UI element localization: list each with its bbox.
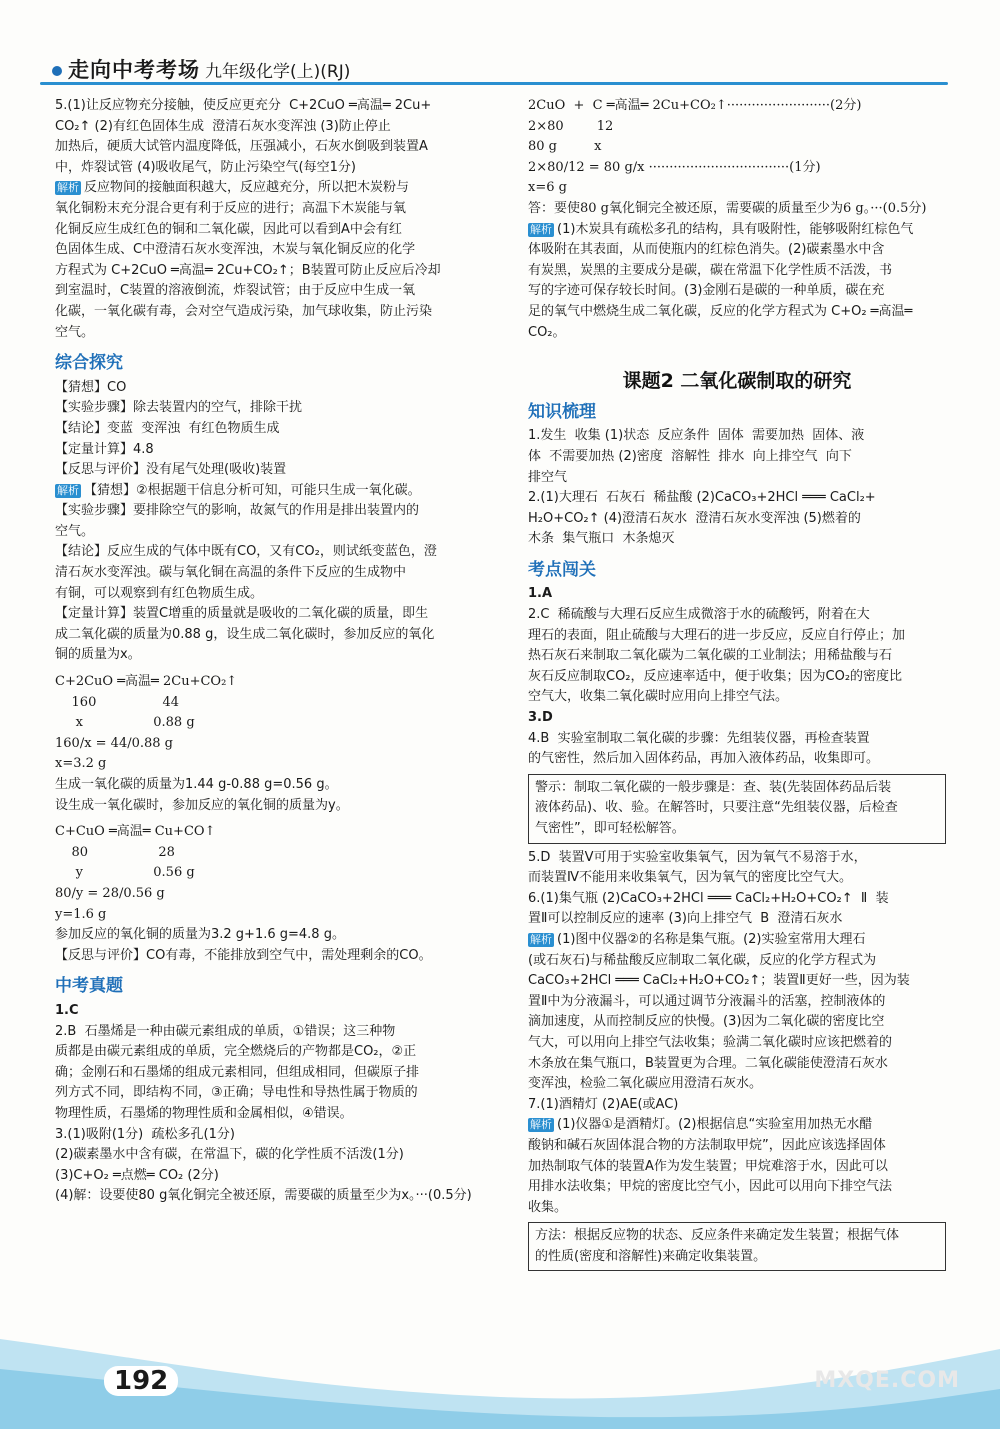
kaodian-answers-2	[528, 848, 946, 1219]
text-line: 设生成一氧化碳时，参加反应的氧化铜的质量为y。	[55, 797, 349, 813]
text-line: 变浑浊，检验二氧化碳应用澄清石灰水。	[528, 1076, 763, 1092]
q5-answer	[55, 96, 485, 178]
text-line: 化铜反应生成红色的铜和二氧化碳，因此可以看到A中会有红	[55, 221, 402, 237]
text-line: 有铜，可以观察到有红色物质生成。	[55, 585, 264, 601]
text-line: (2)碳素墨水中含有碳，在常温下，碳的化学性质不活泼(1分)	[55, 1147, 404, 1163]
calc-line: 80 28	[55, 844, 175, 860]
analysis-tag: 解析	[57, 181, 79, 195]
text-line: (4)解：设要使80 g氧化铜完全被还原，需要碳的质量至少为x。···(0.5分)	[55, 1188, 472, 1204]
text-line: H₂O+CO₂↑ (4)澄清石灰水 澄清石灰水变浑浊 (5)燃着的	[528, 510, 861, 526]
text-line: 【实验步骤】要排除空气的影响，故氮气的作用是排出装置内的	[55, 503, 420, 519]
text-line: 的性质(密度和溶解性)来确定收集装置。	[535, 1248, 767, 1264]
zonghe-answers	[55, 378, 485, 481]
text-line: 液体药品)、收、验。在解答时，只要注意“先组装仪器，后检查	[535, 800, 898, 816]
text-line: 化碳，一氧化碳有毒，会对空气造成污染，加气球收集，防止污染	[55, 303, 433, 319]
text-span: (1)木炭具有疏松多孔的结构，具有吸附性，能够吸附红棕色气	[557, 221, 914, 237]
zonghe-analysis	[55, 481, 485, 666]
text-line: 【结论】变蓝 变浑浊 有红色物质生成	[55, 420, 280, 436]
kaodian-answers	[528, 584, 946, 769]
calc-line: 160 44	[55, 694, 180, 710]
analysis-tag: 解析	[530, 1118, 552, 1132]
text-line: 成二氧化碳的质量为0.88 g，设生成二氧化碳时，参加反应的氧化	[55, 626, 435, 642]
text-line: CaCO₃+2HCl ═══ CaCl₂+H₂O+CO₂↑；装置Ⅱ更好一些，因为装	[528, 973, 910, 989]
text-line: 方程式为 C+2CuO ═高温═ 2Cu+CO₂↑；B装置可防止反应后冷却	[55, 262, 441, 278]
bullet-icon	[52, 66, 62, 76]
text-line: 空气大，收集二氧化碳时应用向上排空气法。	[528, 689, 789, 705]
text-line: 2.(1)大理石 石灰石 稀盐酸 (2)CaCO₃+2HCl ═══ CaCl₂+	[528, 490, 876, 506]
text-line: 【定量计算】装置C增重的质量就是吸收的二氧化碳的质量，即生	[55, 606, 429, 622]
section-heading-zhongkao: 中考真题	[55, 976, 123, 997]
text-line: 酸钠和碱石灰固体混合物的方法制取甲烷”，因此应该选择固体	[528, 1137, 886, 1153]
method-box	[528, 1222, 946, 1271]
text-line: 木条 集气瓶口 木条熄灭	[528, 531, 675, 547]
text-line: 置Ⅱ可以控制反应的速率 (3)向上排空气 B 澄清石灰水	[528, 911, 843, 927]
text-line: 【反思与评价】没有尾气处理(吸收)装置	[55, 462, 287, 478]
calc-line: 2CuO + C ═高温═ 2Cu+CO₂↑·························(2分)	[528, 98, 862, 113]
calc-line: 2×80 12	[528, 118, 614, 134]
text-line	[528, 1115, 946, 1136]
text-line: CO₂↑ (2)有红色固体生成 澄清石灰水变浑浊 (3)防止停止	[55, 118, 391, 134]
analysis-tag: 解析	[530, 932, 552, 946]
text-span: 反应物间的接触面积越大，反应越充分，所以把木炭粉与	[84, 180, 410, 196]
text-line: 写的字迹可保存较长时间。(3)金刚石是碳的一种单质，碳在充	[528, 283, 885, 299]
text-line: 空气。	[55, 324, 95, 340]
carbon-analysis	[528, 220, 946, 344]
calc-line: x=6 g	[528, 180, 567, 196]
text-line	[528, 930, 946, 951]
calc-line: C+2CuO ═高温═ 2Cu+CO₂↑	[55, 674, 238, 690]
text-line: CO₂。	[528, 324, 566, 340]
text-line: 2.B 石墨烯是一种由碳元素组成的单质，①错误；这三种物	[55, 1023, 396, 1039]
text-line: 加热后，硬质大试管内温度降低，压强减小，石灰水倒吸到装置A	[55, 139, 428, 155]
calc-line: y=1.6 g	[55, 906, 107, 922]
q5-analysis	[55, 178, 485, 343]
text-line: 【猜想】CO	[55, 379, 127, 395]
calc-end	[55, 925, 485, 966]
book-subtitle: 九年级化学(上)(RJ)	[205, 62, 351, 82]
text-line: 有炭黑，炭黑的主要成分是碳，碳在常温下化学性质不活泼，书	[528, 262, 893, 278]
brand-title	[52, 54, 200, 84]
text-line: 7.(1)酒精灯 (2)AE(或AC)	[528, 1096, 679, 1112]
text-line: 用排水法收集；甲烷的密度比空气小，因此可以用向下排空气法	[528, 1179, 893, 1195]
calc-block-1	[55, 672, 485, 775]
text-line: 【反思与评价】CO有毒，不能排放到空气中，需处理剩余的CO。	[55, 947, 432, 963]
calc-line: 2×80/12 = 80 g/x ··································(1分)	[528, 159, 821, 175]
text-line: 3.D	[528, 710, 553, 726]
text-line: 中，炸裂试管 (4)吸收尾气，防止污染空气(每空1分)	[55, 159, 356, 175]
text-span: (1)仪器①是酒精灯。(2)根据信息“实验室用加热无水醋	[557, 1117, 873, 1133]
text-line	[528, 220, 946, 241]
text-line: 而装置Ⅳ不能用来收集氧气，因为氧气的密度比空气大。	[528, 870, 852, 886]
text-line: 的气密性，然后加入固体药品，再加入液体药品，收集即可。	[528, 751, 880, 767]
analysis-tag: 解析	[57, 483, 79, 497]
text-line: 质都是由碳元素组成的单质，完全燃烧后的产物都是CO₂，②正	[55, 1044, 417, 1060]
topic-title: 课题2 二氧化碳制取的研究	[622, 370, 852, 393]
text-span: (1)图中仪器②的名称是集气瓶。(2)实验室常用大理石	[557, 931, 866, 947]
carbon-calc	[528, 96, 946, 220]
text-line: 气大，可以用向上排空气法收集；验满二氧化碳时应该把燃着的	[528, 1034, 893, 1050]
calc-line: x=3.2 g	[55, 756, 107, 772]
text-line: 【结论】反应生成的气体中既有CO，又有CO₂，则试纸变蓝色，澄	[55, 544, 437, 560]
text-line: 体 不需要加热 (2)密度 溶解性 排水 向上排空气 向下	[528, 448, 852, 464]
text-line: 确；金刚石和石墨烯的组成元素相同，但组成相同，但碳原子排	[55, 1064, 420, 1080]
warning-box	[528, 774, 946, 844]
text-line: 理石的表面，阻止硫酸与大理石的进一步反应，反应自行停止；加	[528, 627, 906, 643]
calc-line: 160/x = 44/0.88 g	[55, 735, 174, 751]
calc-line: 答：要使80 g氧化铜完全被还原，需要碳的质量至少为6 g。···(0.5分)	[528, 200, 927, 216]
calc-line: y 0.56 g	[55, 865, 195, 881]
calc-line: C+CuO ═高温═ Cu+CO↑	[55, 824, 216, 840]
text-line: 滴加速度，从而控制反应的快慢。(3)因为二氧化碳的密度比空	[528, 1014, 885, 1030]
text-line: 2.C 稀硫酸与大理石反应生成微溶于水的硫酸钙，附着在大	[528, 607, 870, 623]
brand-text: 走向中考考场	[68, 58, 200, 82]
calc-line: 80/y = 28/0.56 g	[55, 885, 165, 901]
text-line: 3.(1)吸附(1分) 疏松多孔(1分)	[55, 1126, 235, 1142]
section-heading-zhishi: 知识梳理	[528, 401, 596, 422]
text-line: 热石灰石来制取二氧化碳为二氧化碳的工业制法；用稀盐酸与石	[528, 648, 893, 664]
text-line: 1.C	[55, 1002, 79, 1018]
page-header	[0, 48, 1000, 90]
analysis-tag: 解析	[530, 222, 552, 236]
text-line: 排空气	[528, 469, 568, 485]
text-line: 铜的质量为x。	[55, 647, 141, 663]
text-line: 氧化铜粉末充分混合更有利于反应的进行；高温下木炭能与氧	[55, 200, 407, 216]
zhongkao-answers	[55, 1001, 485, 1207]
calc-line: x 0.88 g	[55, 715, 195, 731]
zhishi-answers	[528, 426, 946, 550]
text-line: 物理性质，石墨烯的物理性质和金属相似，④错误。	[55, 1105, 353, 1121]
text-line: 到室温时，C装置的溶液倒流，炸裂试管；由于反应中生成一氧	[55, 283, 416, 299]
calc-middle	[55, 775, 485, 816]
text-line: 1.A	[528, 586, 553, 602]
text-line: 置Ⅱ中为分液漏斗，可以通过调节分液漏斗的活塞，控制液体的	[528, 993, 886, 1009]
text-line: 警示：制取二氧化碳的一般步骤是：查、装(先装固体药品后装	[535, 779, 892, 795]
text-line	[55, 178, 485, 199]
text-line: 生成一氧化碳的质量为1.44 g-0.88 g=0.56 g。	[55, 777, 338, 792]
text-line: 灰石反应制取CO₂，反应速率适中，便于收集；因为CO₂的密度比	[528, 668, 903, 684]
page-number: 192	[104, 1366, 178, 1396]
text-line: 4.B 实验室制取二氧化碳的步骤：先组装仪器，再检查装置	[528, 730, 870, 746]
section-heading-zonghe: 综合探究	[55, 353, 123, 374]
text-line: 收集。	[528, 1199, 568, 1215]
text-line: 木条放在集气瓶口，B装置更为合理。二氧化碳能使澄清石灰水	[528, 1055, 888, 1071]
left-column	[55, 96, 485, 1207]
text-line: 空气。	[55, 523, 95, 539]
calc-block-2	[55, 822, 485, 925]
text-line: 5.D 装置V可用于实验室收集氧气，因为氧气不易溶于水，	[528, 849, 867, 865]
header-rule	[40, 82, 948, 85]
text-line: 体吸附在其表面，从而使瓶内的红棕色消失。(2)碳素墨水中含	[528, 242, 885, 258]
text-line: 方法：根据反应物的状态、反应条件来确定发生装置；根据气体	[535, 1228, 900, 1244]
text-line: (或石灰石)与稀盐酸反应制取二氧化碳，反应的化学方程式为	[528, 952, 877, 968]
text-line: 6.(1)集气瓶 (2)CaCO₃+2HCl ═══ CaCl₂+H₂O+CO₂↑ Ⅱ 装	[528, 890, 889, 906]
right-column	[528, 96, 946, 1275]
text-line: 足的氧气中燃烧生成二氧化碳，反应的化学方程式为 C+O₂ ═高温═	[528, 303, 913, 319]
text-line: 【实验步骤】除去装置内的空气，排除干扰	[55, 400, 303, 416]
text-span: 【猜想】②根据题干信息分析可知，可能只生成一氧化碳。	[84, 482, 421, 498]
text-line: 色固体生成、C中澄清石灰水变浑浊，木炭与氧化铜反应的化学	[55, 242, 416, 258]
text-line: 列方式不同，即结构不同，③正确；导电性和导热性属于物质的	[55, 1085, 418, 1101]
text-line: 参加反应的氧化铜的质量为3.2 g+1.6 g=4.8 g。	[55, 927, 345, 943]
text-line: 1.发生 收集 (1)状态 反应条件 固体 需要加热 固体、液	[528, 428, 865, 444]
text-line: (3)C+O₂ ═点燃═ CO₂ (2分)	[55, 1167, 219, 1183]
text-line: 【定量计算】4.8	[55, 441, 154, 457]
text-line: 清石灰水变浑浊。碳与氧化铜在高温的条件下反应的生成物中	[55, 565, 407, 581]
watermark-text: MXQE.COM	[814, 1368, 960, 1393]
text-line: 气密性”，即可轻松解答。	[535, 821, 685, 836]
text-line	[55, 481, 485, 502]
section-heading-kaodian: 考点闯关	[528, 559, 596, 580]
text-line: 5.(1)让反应物充分接触，使反应更充分 C+2CuO ═高温═ 2Cu+	[55, 98, 432, 113]
calc-line: 80 g x	[528, 139, 602, 155]
text-line: 加热制取气体的装置A作为发生装置；甲烷难溶于水，因此可以	[528, 1158, 888, 1174]
